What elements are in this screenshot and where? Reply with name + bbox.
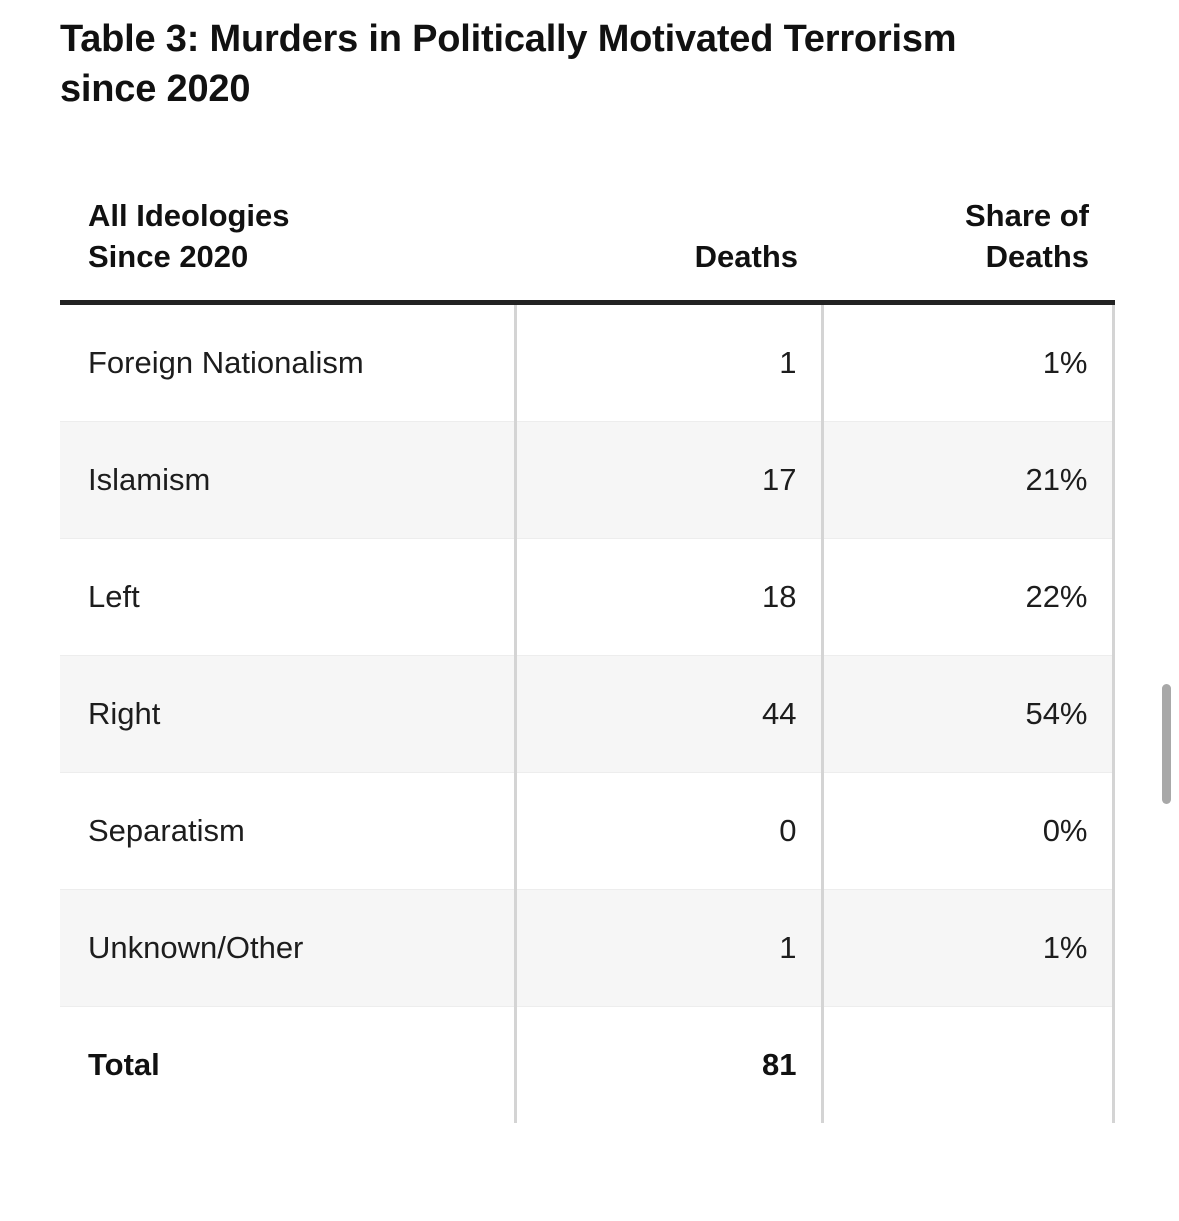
table-row xyxy=(60,772,1113,889)
vertical-scrollbar-thumb[interactable] xyxy=(1162,684,1171,804)
column-header-ideology xyxy=(60,196,515,302)
cell-ideology: Foreign Nationalism xyxy=(60,302,515,421)
cell-share: 54% xyxy=(822,655,1113,772)
cell-ideology: Right xyxy=(60,655,515,772)
cell-deaths: 1 xyxy=(515,889,822,1006)
page-title: Table 3: Murders in Politically Motivated Terrorism since 2020 xyxy=(60,18,957,111)
cell-deaths: 17 xyxy=(515,421,822,538)
table-row xyxy=(60,538,1113,655)
table-row xyxy=(60,889,1113,1006)
data-table-container xyxy=(60,196,1113,1123)
table-row xyxy=(60,655,1113,772)
cell-total-deaths: 81 xyxy=(515,1006,822,1123)
cell-share: 1% xyxy=(822,302,1113,421)
column-header-share xyxy=(822,196,1113,302)
table-row-total xyxy=(60,1006,1113,1123)
table-header-row xyxy=(60,196,1113,302)
cell-ideology: Separatism xyxy=(60,772,515,889)
cell-ideology: Islamism xyxy=(60,421,515,538)
cell-ideology: Unknown/Other xyxy=(60,889,515,1006)
cell-ideology: Left xyxy=(60,538,515,655)
murders-table xyxy=(60,196,1115,1123)
cell-deaths: 44 xyxy=(515,655,822,772)
column-header-share-line2: Deaths xyxy=(985,238,1089,274)
table-body xyxy=(60,302,1113,1123)
cell-share: 22% xyxy=(822,538,1113,655)
table-row xyxy=(60,421,1113,538)
column-header-deaths xyxy=(515,196,822,302)
cell-share: 1% xyxy=(822,889,1113,1006)
column-header-share-line1: Share of xyxy=(964,198,1089,233)
cell-deaths: 0 xyxy=(515,772,822,889)
cell-total-share xyxy=(822,1006,1113,1123)
column-header-ideology-line1: All Ideologies xyxy=(88,198,290,233)
table-row xyxy=(60,302,1113,421)
table-header xyxy=(60,196,1113,302)
cell-deaths: 18 xyxy=(515,538,822,655)
cell-share: 0% xyxy=(822,772,1113,889)
column-header-ideology-line2: Since 2020 xyxy=(88,238,249,274)
cell-deaths: 1 xyxy=(515,302,822,421)
column-header-deaths-label: Deaths xyxy=(694,238,798,274)
cell-share: 21% xyxy=(822,421,1113,538)
cell-total-label: Total xyxy=(60,1006,515,1123)
